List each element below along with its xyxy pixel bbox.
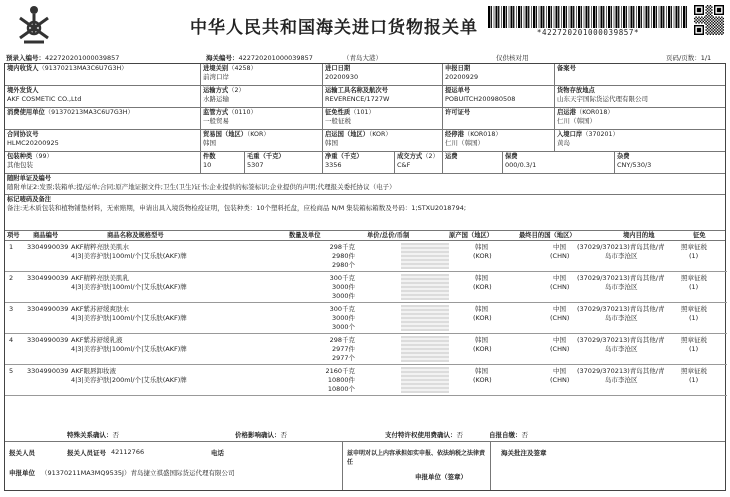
goods-item-levy: (1) xyxy=(689,252,699,260)
goods-item-levy: 照章征税 xyxy=(681,367,707,375)
customs-number: 海关编号：422720201000039857 xyxy=(206,54,313,62)
barcode-icon xyxy=(488,6,688,28)
goods-item-levy: 照章征税 xyxy=(681,305,707,313)
verify-note: 仅供核对用 xyxy=(496,54,529,62)
goods-item-spec: 4|3|美容护肤|200ml/个|艾乐肤(AKF)牌 xyxy=(71,376,187,384)
goods-item-code: 3304990039 xyxy=(27,243,69,251)
levy-cell: 征免性质（101） 一般征税 xyxy=(323,108,443,129)
goods-item-no: 2 xyxy=(9,274,14,282)
goods-item-levy: (1) xyxy=(689,283,699,291)
goods-item-domestic: 岛市李沧区 xyxy=(605,376,638,384)
page-number: 页码/页数：1/1 xyxy=(666,54,712,62)
preentry-number: 预录入编号：422720201000039857 xyxy=(6,54,120,62)
goods-item-no: 5 xyxy=(9,367,14,375)
goods-item-domestic: (37029/370213)青岛其他/青 xyxy=(577,274,665,282)
license-cell: 许可证号 xyxy=(443,108,555,129)
goods-item-qty: 2977件 xyxy=(331,345,355,353)
transport-cell: 运输方式（2） 水路运输 xyxy=(201,86,323,107)
goods-item-row xyxy=(5,365,727,396)
goods-item-name: AKF精粹亮肤美肌水 xyxy=(71,243,129,251)
entry-customs-cell: 进境关别（4258） 前湾口岸 xyxy=(201,64,323,85)
goods-item-qty: 3000件 xyxy=(331,283,355,291)
statement-cell: 兹申明对以上内容承担如实申报、依法纳税之法律责任 申报单位（签章） xyxy=(343,442,491,490)
vessel-cell: 运输工具名称及航次号 REVERENCE/1727W xyxy=(323,86,443,107)
contract-cell: 合同协议号 HLMC20200925 xyxy=(5,130,201,151)
goods-item-qty: 298千克 xyxy=(329,336,355,344)
redacted-price xyxy=(401,243,449,269)
pieces-cell: 件数 10 xyxy=(201,152,245,173)
barcode-number: *422720201000039857* xyxy=(536,28,640,37)
goods-item-domestic: (37029/370213)青岛其他/青 xyxy=(577,367,665,375)
redacted-price xyxy=(401,274,449,300)
trade-country-cell: 贸易国（地区）（KOR） 韩国 xyxy=(201,130,323,151)
goods-item-dest-code: (CHN) xyxy=(550,283,570,291)
special-relation: 特殊关系确认：否 xyxy=(67,430,119,439)
goods-item-no: 1 xyxy=(9,243,14,251)
goods-item-origin-code: (KOR) xyxy=(473,252,492,260)
goods-item-name: AKF紫苏舒缓爽肤水 xyxy=(71,305,129,313)
gross-weight-cell: 毛重（千克） 5307 xyxy=(245,152,323,173)
insurance-cell: 保费 000/0.3/1 xyxy=(503,152,615,173)
goods-item-origin-code: (KOR) xyxy=(473,345,492,353)
goods-item-origin: 韩国 xyxy=(475,336,488,344)
remarks-row xyxy=(5,195,725,231)
goods-item-origin-code: (KOR) xyxy=(473,283,492,291)
goods-item-dest-code: (CHN) xyxy=(550,376,570,384)
confirm-row xyxy=(5,427,725,442)
goods-item-domestic: 岛市李沧区 xyxy=(605,283,638,291)
goods-item-spec: 4|3|美容护肤|100ml/个|艾乐肤(AKF)牌 xyxy=(71,314,187,322)
goods-item-qty: 10800件 xyxy=(327,376,355,384)
transit-port-cell: 经停港（KOR018） 仁川（韩国） xyxy=(443,130,555,151)
goods-item-origin: 韩国 xyxy=(475,367,488,375)
declare-date-cell: 申报日期 20200929 xyxy=(443,64,555,85)
goods-item-spec: 4|3|美容护肤|100ml/个|艾乐肤(AKF)牌 xyxy=(71,283,187,291)
goods-item-dest: 中国 xyxy=(553,243,566,251)
goods-item-origin-code: (KOR) xyxy=(473,314,492,322)
goods-item-name: AKF精粹亮肤美肌乳 xyxy=(71,274,129,282)
docs-cell: 随附单证及编号 随附单证2:发票;装箱单;提/运单;合同;原产地证据文件;卫生(卫生)证书;企业提供的标签标识;企业提供的声明;代理报关委托协议（电子） xyxy=(7,175,396,191)
goods-item-spec: 4|3|美容护肤|100ml/个|艾乐肤(AKF)牌 xyxy=(71,252,187,260)
redacted-price xyxy=(401,367,449,393)
goods-list xyxy=(5,241,725,427)
goods-item-row xyxy=(5,272,727,303)
customs-emblem-icon xyxy=(14,4,54,46)
goods-item-domestic: 岛市李沧区 xyxy=(605,345,638,353)
goods-item-name: AKF紫苏舒缓乳液 xyxy=(71,336,123,344)
goods-item-origin: 韩国 xyxy=(475,305,488,313)
goods-item-qty: 2160千克 xyxy=(325,367,355,375)
goods-item-levy: 照章征税 xyxy=(681,243,707,251)
declaration-form xyxy=(4,63,726,491)
net-weight-cell: 净重（千克） 3356 xyxy=(323,152,395,173)
goods-item-qty: 300千克 xyxy=(329,305,355,313)
consumer-cell: 消费使用单位（91370213MA3C6U7G3H） xyxy=(5,108,201,129)
shipper-cell: 境外发货人 AKF COSMETIC CO.,Ltd xyxy=(5,86,201,107)
consignee-cell: 境内收货人（91370213MA3C6U7G3H） xyxy=(5,64,201,85)
misc-fee-cell: 杂费 CNY/530/3 xyxy=(617,153,652,169)
qr-code-icon xyxy=(694,5,724,35)
goods-item-domestic: 岛市李沧区 xyxy=(605,252,638,260)
goods-item-name: AKF眼唇卸妆液 xyxy=(71,367,116,375)
depart-port-cell: 启运港（KOR018） 仁川（韩国） xyxy=(557,109,614,125)
goods-item-code: 3304990039 xyxy=(27,336,69,344)
goods-item-row xyxy=(5,303,727,334)
bl-cell: 提运单号 POBUITCH200980508 xyxy=(443,86,555,107)
goods-item-origin: 韩国 xyxy=(475,274,488,282)
goods-item-domestic: (37029/370213)青岛其他/青 xyxy=(577,305,665,313)
import-date-cell: 进口日期 20200930 xyxy=(323,64,443,85)
storage-cell: 货物存放地点 山东天宇国际货运代理有限公司 xyxy=(557,87,648,103)
royalty-confirm: 支付特许权使用费确认：否 xyxy=(385,430,463,439)
goods-item-dest-code: (CHN) xyxy=(550,252,570,260)
port-note: （青岛大港） xyxy=(343,54,382,62)
goods-item-no: 3 xyxy=(9,305,14,313)
goods-item-dest: 中国 xyxy=(553,305,566,313)
goods-item-levy: 照章征税 xyxy=(681,274,707,282)
form-row-2 xyxy=(5,86,725,108)
goods-item-code: 3304990039 xyxy=(27,305,69,313)
package-cell: 包装种类（99） 其他包装 xyxy=(5,152,201,173)
goods-item-qty: 300千克 xyxy=(329,274,355,282)
form-row-3 xyxy=(5,108,725,130)
goods-item-levy: (1) xyxy=(689,314,699,322)
goods-item-dest-code: (CHN) xyxy=(550,345,570,353)
redacted-price xyxy=(401,336,449,362)
goods-item-row xyxy=(5,334,727,365)
page-title: 中华人民共和国海关进口货物报关单 xyxy=(190,18,478,38)
goods-item-levy: (1) xyxy=(689,376,699,384)
customs-note-cell: 海关批注及签章 xyxy=(501,449,547,457)
goods-item-qty: 3000件 xyxy=(331,314,355,322)
goods-item-spec: 4|3|美容护肤|100ml/个|艾乐肤(AKF)牌 xyxy=(71,345,187,353)
goods-item-code: 3304990039 xyxy=(27,367,69,375)
goods-item-qty: 10800个 xyxy=(327,385,355,393)
goods-item-dest: 中国 xyxy=(553,336,566,344)
goods-item-qty: 2977个 xyxy=(331,354,355,362)
remarks-cell: 标记唛码及备注 备注:无木质包装和植物铺垫材料，无索赔期，申请出具入境货物检疫证明，包装种类：10个塑料托盘，应检商品 N/M 集装箱标箱数及号码：1;STXU2018794; xyxy=(7,196,467,212)
origin-country-cell: 启运国（地区）（KOR） 韩国 xyxy=(323,130,443,151)
goods-item-levy: (1) xyxy=(689,345,699,353)
goods-item-qty: 298千克 xyxy=(329,243,355,251)
goods-item-qty: 2980个 xyxy=(331,261,355,269)
goods-item-qty: 3000个 xyxy=(331,323,355,331)
supervision-cell: 监管方式（0110） 一般贸易 xyxy=(201,108,323,129)
goods-item-domestic: 岛市李沧区 xyxy=(605,314,638,322)
self-pay: 自报自缴：否 xyxy=(489,430,528,439)
goods-item-origin-code: (KOR) xyxy=(473,376,492,384)
goods-header: 项号 商品编号 商品名称及规格型号 数量及单位 单价/总价/币制 原产国（地区） 最终目的国（地区） 境内目的地 征免 xyxy=(5,231,725,241)
goods-item-levy: 照章征税 xyxy=(681,336,707,344)
form-row-5 xyxy=(5,152,725,174)
goods-item-dest-code: (CHN) xyxy=(550,314,570,322)
goods-item-dest: 中国 xyxy=(553,367,566,375)
goods-item-row xyxy=(5,241,727,272)
deal-cell: 成交方式（2） C&F xyxy=(395,152,443,173)
goods-item-dest: 中国 xyxy=(553,274,566,282)
form-row-4 xyxy=(5,130,725,152)
entry-port-cell: 入境口岸（370201） 黄岛 xyxy=(557,131,619,147)
goods-item-qty: 2980件 xyxy=(331,252,355,260)
price-influence: 价格影响确认：否 xyxy=(235,430,287,439)
form-row-1 xyxy=(5,64,725,86)
goods-item-code: 3304990039 xyxy=(27,274,69,282)
footer-row xyxy=(5,442,725,490)
goods-item-domestic: (37029/370213)青岛其他/青 xyxy=(577,243,665,251)
goods-item-no: 4 xyxy=(9,336,14,344)
freight-cell: 运费 xyxy=(443,152,503,173)
redacted-price xyxy=(401,305,449,331)
goods-item-domestic: (37029/370213)青岛其他/青 xyxy=(577,336,665,344)
goods-item-origin: 韩国 xyxy=(475,243,488,251)
declarant-cell: 报关人员 报关人员证号 42112766 电话 申报单位 （91370211MA3MQ9535J）青岛捷立祺盛国际货运代理有限公司 xyxy=(5,442,343,490)
docs-row xyxy=(5,174,725,195)
goods-item-qty: 3000件 xyxy=(331,292,355,300)
record-no-cell: 备案号 xyxy=(557,65,576,72)
